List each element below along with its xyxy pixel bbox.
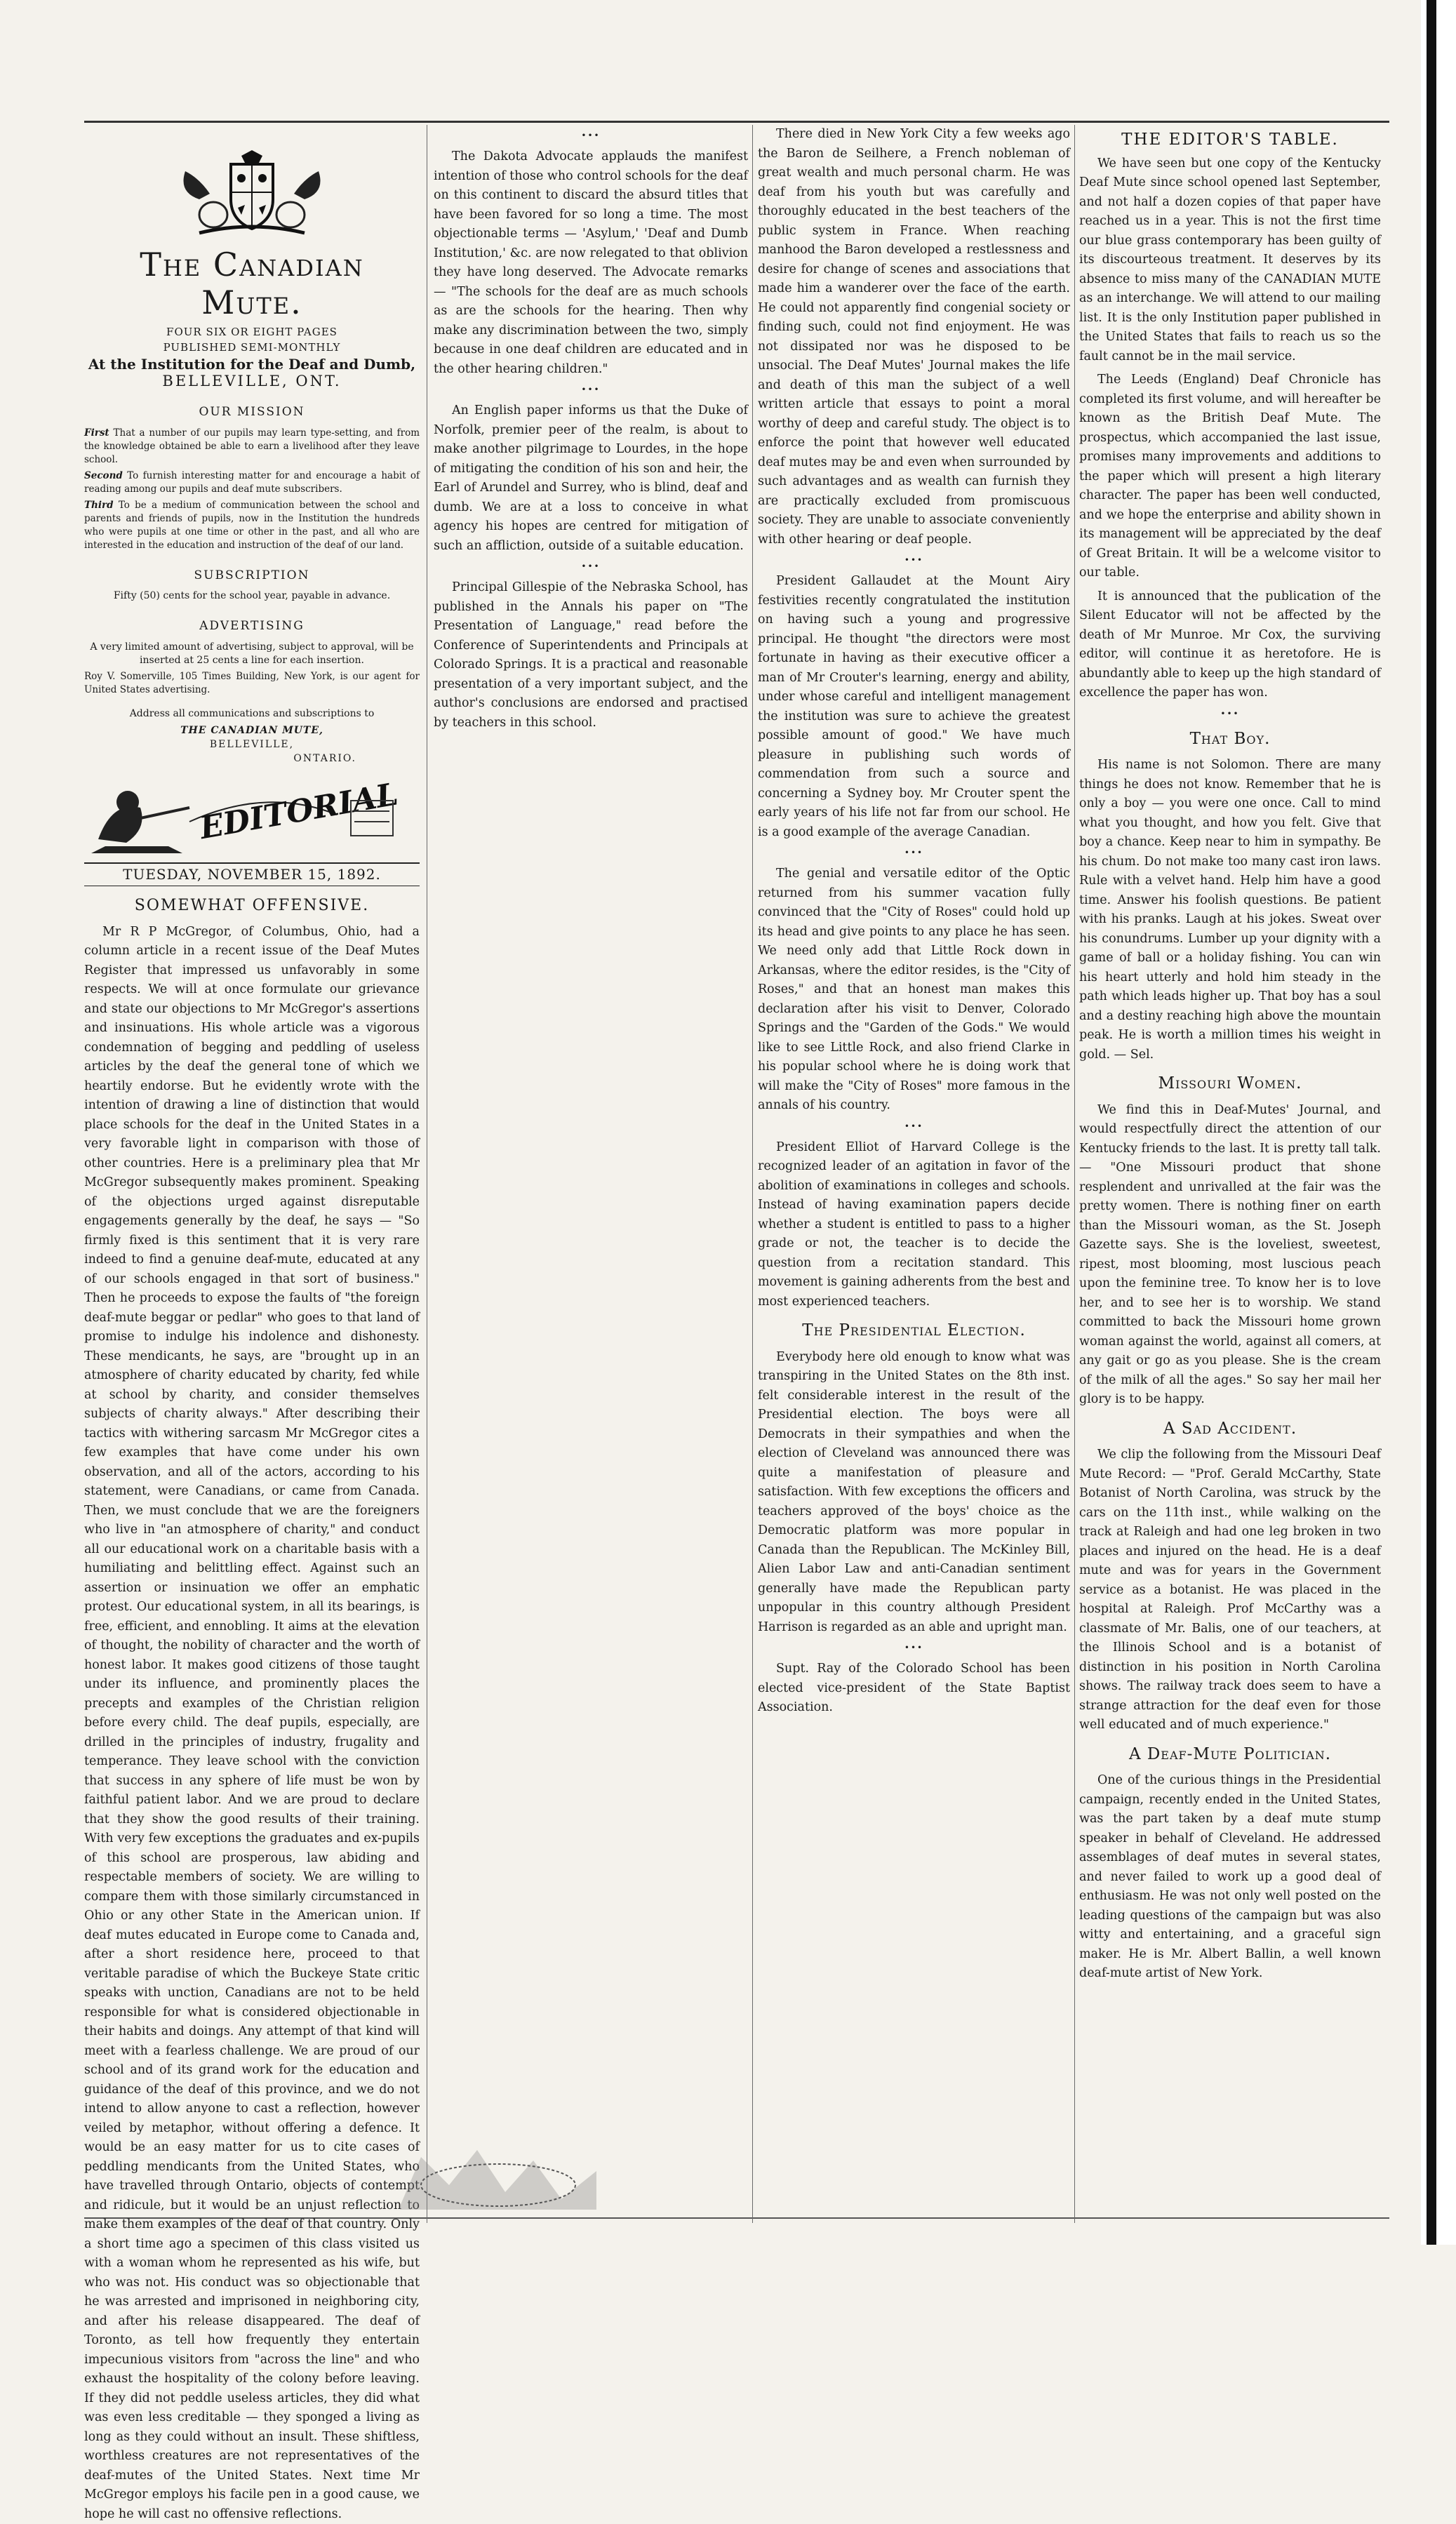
advertising-heading: ADVERTISING [84, 617, 420, 636]
publication: PUBLISHED SEMI-MONTHLY [84, 340, 420, 355]
editorial-cut-icon [84, 780, 407, 857]
article-title: A Sad Accident. [1079, 1420, 1381, 1439]
mission-list [84, 427, 420, 552]
separator: ••• [758, 1120, 1070, 1133]
address-line-3: ONTARIO. [84, 752, 420, 766]
article-paragraph: We have seen but one copy of the Kentucky Deaf Mute since school opened last September, and not half a dozen copies of that paper have reached us in a year. This is not the first time our blue grass contemporary has been guilty of its discourteous treatment. It deserves by its absence to miss many of the CANADIAN MUTE as an interchange. We will attend to our mailing list. It is the only Institution paper published in the United States that fails to reach us so the fault cannot be in the mail service. [1079, 154, 1381, 367]
article-paragraph: The Dakota Advocate applauds the manifest intention of those who control schools for the deaf on this continent to discard the absurd titles that have been favored for so long a time. The most objectionable terms — 'Asylum,' 'Deaf and Dumb Institution,' &c. are now relegated to that oblivion they have long deserved. The Advocate remarks — "The schools for the deaf are as much schools as are the schools for the hearing. Then why make any discrimination between the two, simply because in one deaf children are educated and in the other hearing children." [434, 147, 748, 379]
subscription-text: Fifty (50) cents for the school year, payable in advance. [84, 589, 420, 603]
article-paragraph: Principal Gillespie of the Nebraska School, has published in the Annals his paper on "The Presentation of Language," read before the Conference of Superintendents and Principals at Colorado Springs. It is a practical and reasonable presentation of a very important subject, and the author's conclusions are endorsed and practised by teachers in this school. [434, 578, 748, 733]
article-paragraph: His name is not Solomon. There are many things he does not know. Remember that he is only a boy — you were one once. Call to mind what you thought, and how you felt. Give that boy a chance. Keep near to him in sympathy. Be his chum. Do not make too many cast iron laws. Rule with a velvet hand. Help him have a good time. Answer his foolish questions. Be patient with his pranks. Laugh at his jokes. Sweat over his conundrums. Lumber up your dignity with a game of ball or a holiday fishing. You can win his heart utterly and hold him steady in the path which leads higher up. That boy has a soul and a destiny reaching high above the mountain peak. He is worth a million times his weight in gold. — Sel. [1079, 756, 1381, 1064]
column-rule [752, 125, 753, 2223]
article-paragraph: There died in New York City a few weeks ago the Baron de Seilhere, a French nobleman of great wealth and much personal charm. He was deaf from his youth but was carefully and thoroughly educated in the best teachers of the public system in France. When reaching manhood the Baron developed a restlessness and desire for change of scenes and associations that made him a wanderer over the face of the earth. He could not apparently find congenial society or finding such, could not find enjoyment. He was not dissipated nor was he disposed to be unsocial. The Deaf Mutes' Journal makes the life and death of this man the subject of a well written article that essays to point a moral worthy of deep and careful study. The object is to enforce the point that however well educated deaf mutes may be and even when surrounded by such advantages and as wealth can furnish they are practically excluded from promiscuous society. They are unable to associate conveniently with other hearing or deaf people. [758, 125, 1070, 549]
frequency: FOUR SIX OR EIGHT PAGES [84, 324, 420, 340]
article-paragraph: We find this in Deaf-Mutes' Journal, and would respectfully direct the attention of our Kentucky friends to the last. It is pretty tall talk. — "One Missouri product that shone resplendent and unrivalled at the fair was the pretty women. There is nothing finer on earth than the Missouri woman, as the St. Joseph Gazette says. She is the loveliest, sweetest, ripest, most blooming, most luscious peach upon the feminine tree. To know her is to love her, and to see her is to worship. We stand committed to back the Missouri home grown woman against the world, against all comers, at any gait or go as you please. She is the cream of the milk of all the ages." So say her mail her glory is to be happy. [1079, 1101, 1381, 1410]
issue-date: TUESDAY, NOVEMBER 15, 1892. [84, 862, 420, 887]
article-paragraph: Mr R P McGregor, of Columbus, Ohio, had a column article in a recent issue of the Deaf Mutes Register that impressed us unfavorably in some respects. We will at once formulate our grievance and state our objections to Mr McGregor's assertions and insinuations. His whole article was a vigorous condemnation of begging and peddling of useless articles by the deaf the general tone of which we heartily endorse. But he evidently wrote with the intention of drawing a line of distinction that would place schools for the deaf in the United States in a very favorable light in comparison with those of other countries. Here is a preliminary plea that Mr McGregor subsequently makes prominent. Speaking of the objections urged against disreputable engagements generally by the deaf, he says — "So firmly fixed is this sentiment that it is very rare indeed to find a genuine deaf-mute, educated at any of our schools engaged in that sort of business." Then he proceeds to expose the faults of "the foreign deaf-mute beggar or pedlar" who goes to that land of promise to indulge his indolence and dishonesty. These mendicants, he says, are "brought up in an atmosphere of charity educated by charity, fed while at school by charity, and consider themselves subjects of charity always." After describing their tactics with withering sarcasm Mr McGregor cites a few examples that have come under his own observation, and all of the actors, according to his statement, were Canadians, or came from Canada. Then, we must conclude that we are the foreigners who live in "an atmosphere of charity," and conduct all our educational work on a charitable basis with a humiliating and belittling effect. Against such an assertion or insinuation we offer an emphatic protest. Our educational system, in all its bearings, is free, efficient, and ennobling. It aims at the elevation of thought, the nobility of character and the worth of honest labor. It makes good citizens of those taught under its influence, and prominently places the precepts and examples of the Christian religion before every child. The deaf pupils, especially, are drilled in the principles of industry, frugality and temperance. They leave school with the conviction that success in any sphere of life must be won by faithful patient labor. And we are proud to declare that they show the good results of their training. With very few exceptions the graduates and ex-pupils of this school are prosperous, law abiding and respectable members of society. We are willing to compare them with those similarly circumstanced in Ohio or any other State in the American union. If deaf mutes educated in Europe come to Canada and, after a short residence here, proceed to that veritable paradise of which the Buckeye State critic speaks with unction, Canadians are not to be held responsible for what is considered objectionable in their habits and doings. Any attempt of that kind will meet with a fearless challenge. We are proud of our school and of its grand work for the education and guidance of the deaf of this province, and we do not intend to allow anyone to cast a reflection, however veiled by metaphor, without offering a defence. It would be an easy matter for us to cite cases of peddling mendicants from the United States, who have travelled through Ontario, objects of contempt and ridicule, but it would be an unjust reflection to make them examples of the deaf of that country. Only a short time ago a specimen of this class visited us with a woman whom he represented as his wife, but who was not. His conduct was so objectionable that he was arrested and imprisoned in neighboring city, and after his release disappeared. The deaf of Toronto, as tell how frequently they entertain impecunious visitors from "across the line" and who exhaust the hospitality of the colony before leaving. If they did not peddle useless articles, they did what was even less creditable — they sponged a living as long as they could without an insult. These shiftless, worthless creatures are not representatives of the deaf-mutes of the United States. Next time Mr McGregor employs his facile pen in a good cause, we hope he will cast no offensive reflections. [84, 923, 420, 2524]
separator: ••• [434, 560, 748, 573]
address-line-1: THE CANADIAN MUTE, [84, 723, 420, 737]
advertising-agent: Roy V. Somerville, 105 Times Building, New York, is our agent for United States advertising. [84, 670, 420, 697]
separator: ••• [758, 846, 1070, 859]
column-1 [84, 125, 420, 2223]
article-title: A Deaf-Mute Politician. [1079, 1745, 1381, 1765]
masthead [84, 150, 420, 389]
column-2 [434, 125, 748, 2223]
mission-item: Third To be a medium of communication between the school and parents and friends of pupils, now in the Institution the hundreds who were pupils at one time or other in the past, and all who are interested in the education and instruction of the deaf of our land. [84, 499, 420, 552]
address-block [84, 707, 420, 766]
article-paragraph: The Leeds (England) Deaf Chronicle has completed its first volume, and will hereafter be known as the British Deaf Mute. The prospectus, which accompanied the last issue, promises many improvements and additions to the paper which will present a high literary character. The paper has been well conducted, and we hope the enterprise and ability shown in its management will be appreciated by the deaf of Great Britain. It will be a welcome visitor to our table. [1079, 370, 1381, 583]
article-paragraph: One of the curious things in the Presidential campaign, recently ended in the United States, was the part taken by a deaf mute stump speaker in behalf of Cleveland. He addressed assemblages of deaf mutes in several states, and never failed to work up a good deal of enthusiasm. He was not only well posted on the leading questions of the campaign but was also witty and entertaining, and a graceful sign maker. He is Mr. Albert Ballin, a well known deaf-mute artist of New York. [1079, 1771, 1381, 1984]
mission-item: First That a number of our pupils may learn type-setting, and from the knowledge obtained be able to earn a livelihood after they leave school. [84, 427, 420, 467]
scan-binding-bar [1427, 0, 1436, 2245]
article-paragraph: It is announced that the publication of the Silent Educator will not be affected by the death of Mr Munroe. Mr Cox, the surviving editor, will continue it as heretofore. He is abundantly able to keep up the high standard of excellence the paper has won. [1079, 587, 1381, 703]
article-paragraph: An English paper informs us that the Duke of Norfolk, premier peer of the realm, is about to make another pilgrimage to Lourdes, in the hope of mitigating the condition of his son and heir, the Earl of Arundel and Surrey, who is blind, deaf and dumb. We are at a loss to conceive in what agency his hopes are centred for mitigation of such an affliction, outside of a suitable education. [434, 401, 748, 556]
institution: At the Institution for the Deaf and Dumb, [84, 355, 420, 373]
column-rule [1074, 125, 1075, 2223]
article-paragraph: Supt. Ray of the Colorado School has been elected vice-president of the State Baptist Association. [758, 1660, 1070, 1718]
article-title: Missouri Women. [1079, 1074, 1381, 1094]
mission-heading: OUR MISSION [84, 403, 420, 422]
coat-of-arms-icon [171, 150, 333, 241]
separator: ••• [758, 1641, 1070, 1654]
separator: ••• [434, 383, 748, 396]
column-4 [1079, 125, 1381, 2223]
subscription-heading: SUBSCRIPTION [84, 566, 420, 586]
separator: ••• [434, 129, 748, 142]
article-title: That Boy. [1079, 730, 1381, 749]
article-title: SOMEWHAT OFFENSIVE. [84, 896, 420, 916]
mission-item: Second To furnish interesting matter for and encourage a habit of reading among our pupils and deaf mute subscribers. [84, 469, 420, 496]
article-paragraph: Everybody here old enough to know what was transpiring in the United States on the 8th inst. felt considerable interest in the result of the Presidential election. The boys were all Democrats in their sympathies and when the election of Cleveland was announced there was quite a manifestation of pleasure and satisfaction. With few exceptions the officers and teachers approved of the boys' choice as the Democratic platform was more popular in Canada than the Republican. The McKinley Bill, Alien Labor Law and anti-Canadian sentiment generally have made the Republican party unpopular in this country although President Harrison is regarded as an able and upright man. [758, 1348, 1070, 1638]
address-line-2: BELLEVILLE, [84, 737, 420, 752]
top-rule [84, 121, 1389, 123]
separator: ••• [1079, 707, 1381, 720]
library-stamp-icon [393, 2143, 603, 2213]
column-3 [758, 125, 1070, 2223]
article-title: The Presidential Election. [758, 1321, 1070, 1341]
article-paragraph: We clip the following from the Missouri Deaf Mute Record: — "Prof. Gerald McCarthy, State Botanist of North Carolina, was struck by the cars on the 11th inst., while walking on the track at Raleigh and had one leg broken in two places and injured on the head. He is a deaf mute and was for years in the Government service as a botanist. He was placed in the hospital at Raleigh. Prof McCarthy was a classmate of Mr. Balis, one of our teachers, at the Illinois School and is a botanist of distinction in his position in North Carolina shows. The railway track does seem to have a strange attraction for the deaf even for those well educated and of much experience." [1079, 1445, 1381, 1735]
article-paragraph: The genial and versatile editor of the Optic returned from his summer vacation fully convinced that the "City of Roses" could hold up its head and give points to any place he has seen. We need only add that Little Rock down in Arkansas, where the editor resides, is the "City of Roses," and that an honest man makes this declaration after his visit to Denver, Colorado Springs and the "Garden of the Gods." We would like to see Little Rock, and also friend Clarke in his popular school where he is doing work that will make the "City of Roses" more famous in the annals of his country. [758, 864, 1070, 1116]
article-paragraph: President Elliot of Harvard College is the recognized leader of an agitation in favor of the abolition of examinations in colleges and schools. Instead of having examination papers decide whether a student is entitled to pass to a higher grade or not, the teacher is to decide the question from a recitation standard. This movement is gaining adherents from the best and most experienced teachers. [758, 1138, 1070, 1312]
address-text: Address all communications and subscriptions to [130, 708, 375, 719]
separator: ••• [758, 554, 1070, 566]
article-paragraph: President Gallaudet at the Mount Airy festivities recently congratulated the institution on having such a young and progressive principal. He thought "the directors were most fortunate in having as their executive officer a man of Mr Crouter's learning, energy and ability, under whose careful and intelligent management the institution was sure to achieve the greatest possible amount of good." We have much pleasure in publishing such words of commendation from such a source and concerning a Sydney boy. Mr Crouter spent the early years of his life not far from our school. He is a good example of the average Canadian. [758, 572, 1070, 842]
paper-title: The Canadian Mute. [84, 246, 420, 321]
advertising-text: A very limited amount of advertising, subject to approval, will be inserted at 25 cents a line for each insertion. [84, 641, 420, 667]
editorial-cut-label: EDITORIAL [196, 776, 401, 846]
place: BELLEVILLE, ONT. [84, 373, 420, 389]
section-title: THE EDITOR'S TABLE. [1079, 131, 1381, 150]
